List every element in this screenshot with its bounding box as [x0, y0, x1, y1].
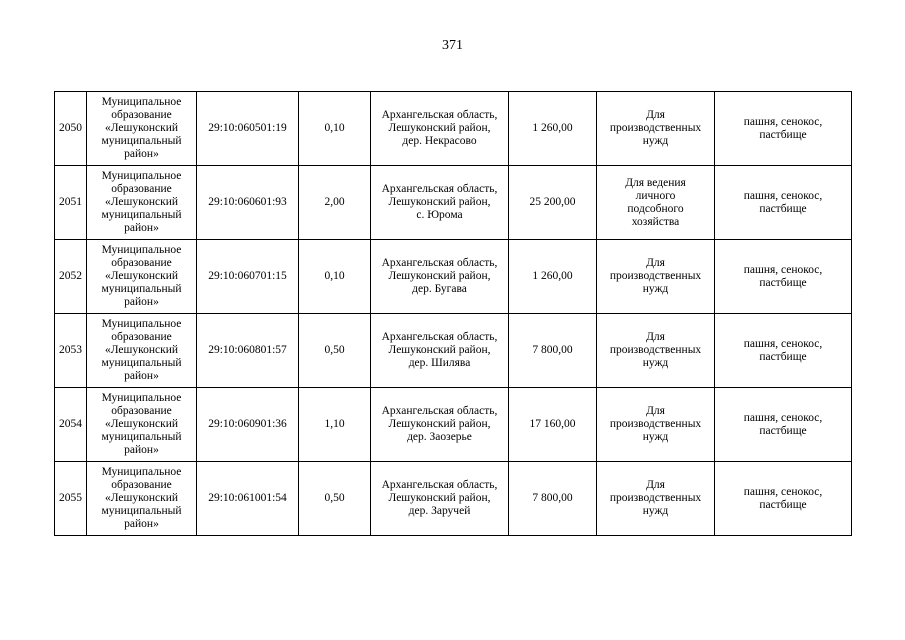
purpose-cell: Для производственных нужд — [597, 388, 715, 462]
cadastral-number-cell: 29:10:060901:36 — [197, 388, 299, 462]
table-row — [55, 166, 852, 240]
row-number: 2054 — [55, 388, 87, 462]
purpose-cell: Для ведения личного подсобного хозяйства — [597, 166, 715, 240]
row-number: 2050 — [55, 92, 87, 166]
purpose-cell: Для производственных нужд — [597, 240, 715, 314]
area-cell: 0,10 — [299, 240, 371, 314]
row-number: 2053 — [55, 314, 87, 388]
page-number: 371 — [442, 38, 463, 53]
address-cell: Архангельская область, Лешуконский район, дер. Заозерье — [371, 388, 509, 462]
owner-cell: Муниципальное образование «Лешуконский муниципальный район» — [87, 462, 197, 536]
price-cell: 1 260,00 — [509, 240, 597, 314]
area-cell: 1,10 — [299, 388, 371, 462]
table-row — [55, 388, 852, 462]
table-row — [55, 462, 852, 536]
row-number: 2055 — [55, 462, 87, 536]
price-cell: 7 800,00 — [509, 462, 597, 536]
owner-cell: Муниципальное образование «Лешуконский муниципальный район» — [87, 388, 197, 462]
address-cell: Архангельская область, Лешуконский район, дер. Некрасово — [371, 92, 509, 166]
land-type-cell: пашня, сенокос, пастбище — [715, 92, 852, 166]
table-row — [55, 92, 852, 166]
row-number: 2052 — [55, 240, 87, 314]
cadastral-number-cell: 29:10:061001:54 — [197, 462, 299, 536]
price-cell: 25 200,00 — [509, 166, 597, 240]
address-cell: Архангельская область, Лешуконский район, с. Юрома — [371, 166, 509, 240]
owner-cell: Муниципальное образование «Лешуконский муниципальный район» — [87, 240, 197, 314]
address-cell: Архангельская область, Лешуконский район, дер. Шилява — [371, 314, 509, 388]
address-cell: Архангельская область, Лешуконский район, дер. Заручей — [371, 462, 509, 536]
owner-cell: Муниципальное образование «Лешуконский муниципальный район» — [87, 166, 197, 240]
purpose-cell: Для производственных нужд — [597, 314, 715, 388]
land-type-cell: пашня, сенокос, пастбище — [715, 314, 852, 388]
land-plots-table — [54, 91, 852, 536]
price-cell: 17 160,00 — [509, 388, 597, 462]
area-cell: 0,10 — [299, 92, 371, 166]
area-cell: 0,50 — [299, 314, 371, 388]
cadastral-number-cell: 29:10:060501:19 — [197, 92, 299, 166]
table-row — [55, 314, 852, 388]
cadastral-number-cell: 29:10:060701:15 — [197, 240, 299, 314]
price-cell: 7 800,00 — [509, 314, 597, 388]
cadastral-number-cell: 29:10:060601:93 — [197, 166, 299, 240]
area-cell: 0,50 — [299, 462, 371, 536]
area-cell: 2,00 — [299, 166, 371, 240]
land-type-cell: пашня, сенокос, пастбище — [715, 462, 852, 536]
purpose-cell: Для производственных нужд — [597, 92, 715, 166]
address-cell: Архангельская область, Лешуконский район, дер. Бугава — [371, 240, 509, 314]
purpose-cell: Для производственных нужд — [597, 462, 715, 536]
owner-cell: Муниципальное образование «Лешуконский муниципальный район» — [87, 314, 197, 388]
price-cell: 1 260,00 — [509, 92, 597, 166]
cadastral-number-cell: 29:10:060801:57 — [197, 314, 299, 388]
land-type-cell: пашня, сенокос, пастбище — [715, 240, 852, 314]
table-row — [55, 240, 852, 314]
land-type-cell: пашня, сенокос, пастбище — [715, 166, 852, 240]
owner-cell: Муниципальное образование «Лешуконский муниципальный район» — [87, 92, 197, 166]
row-number: 2051 — [55, 166, 87, 240]
land-type-cell: пашня, сенокос, пастбище — [715, 388, 852, 462]
